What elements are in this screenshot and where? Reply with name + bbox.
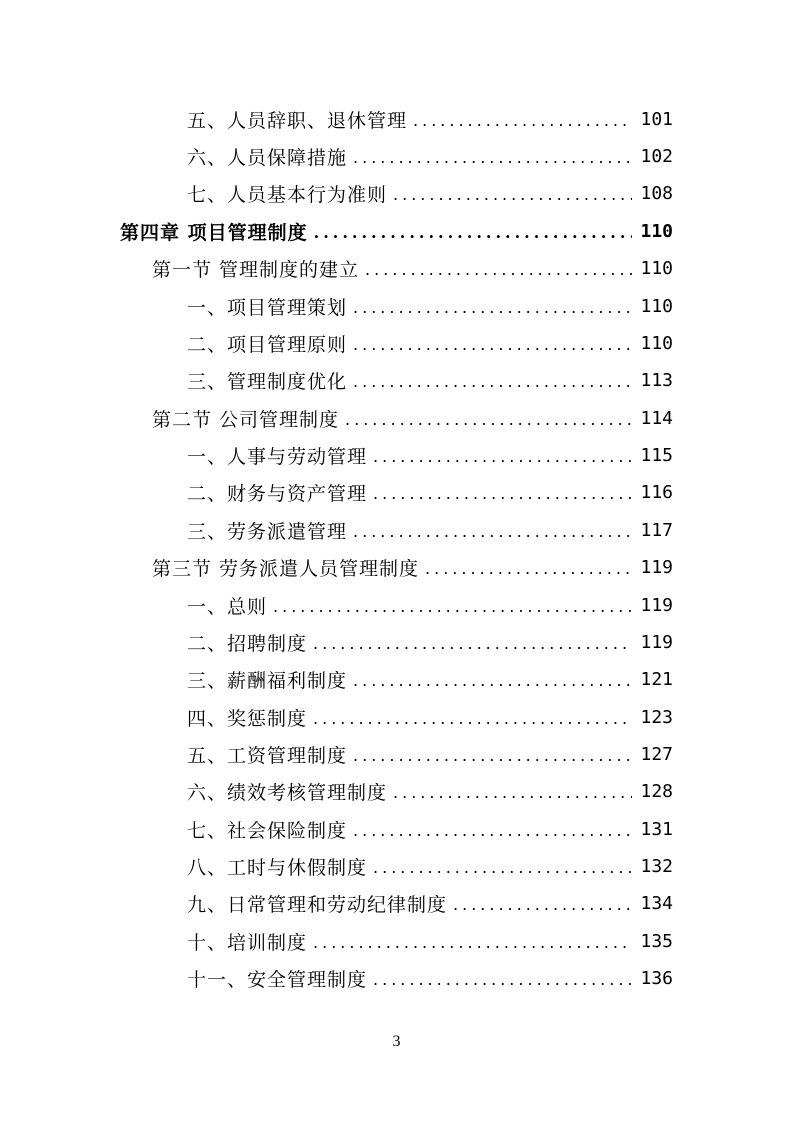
toc-entry-page: 123 (640, 706, 673, 728)
toc-entry-title: 三、管理制度优化 (187, 370, 348, 393)
toc-entry-page: 110 (640, 332, 673, 354)
toc-entry[interactable] (187, 178, 673, 208)
toc-section-entry[interactable] (152, 253, 673, 283)
toc-entry-title: 六、绩效考核管理制度 (187, 781, 388, 804)
toc-chapter-page: 110 (640, 220, 673, 242)
toc-entry-page: 108 (640, 182, 673, 204)
toc-entry-title: 十、培训制度 (187, 931, 308, 954)
toc-entry-page: 136 (640, 967, 673, 989)
toc-entry[interactable] (187, 776, 673, 806)
toc-entry-page: 102 (640, 145, 673, 167)
toc-section-title: 第一节 管理制度的建立 (152, 258, 360, 281)
toc-entry-title: 五、人员辞职、退休管理 (187, 109, 408, 132)
toc-leader-dots (314, 223, 633, 242)
toc-entry[interactable] (187, 365, 673, 395)
toc-entry[interactable] (187, 627, 673, 657)
toc-entry-page: 134 (640, 892, 673, 914)
toc-entry-title: 三、劳务派遣管理 (187, 520, 348, 543)
toc-entry-page: 116 (640, 481, 673, 503)
toc-entry-page: 127 (640, 743, 673, 765)
toc-entry-title: 二、项目管理原则 (187, 333, 348, 356)
toc-entry[interactable] (187, 702, 673, 732)
toc-leader-dots (453, 895, 632, 914)
toc-entry-page: 132 (640, 855, 673, 877)
toc-entry-title: 二、财务与资产管理 (187, 482, 368, 505)
toc-entry-title: 八、工时与休假制度 (187, 856, 368, 879)
toc-leader-dots (373, 970, 632, 989)
toc-entry-title: 七、社会保险制度 (187, 819, 348, 842)
toc-section-entry[interactable] (152, 403, 673, 433)
toc-entry-page: 115 (640, 444, 673, 466)
toc-entry-title: 六、人员保障措施 (187, 146, 348, 169)
toc-leader-dots (353, 821, 632, 840)
toc-entry-title: 十一、安全管理制度 (187, 968, 368, 991)
toc-leader-dots (393, 783, 632, 802)
toc-entry-title: 二、招聘制度 (187, 632, 308, 655)
toc-entry-page: 113 (640, 369, 673, 391)
toc-section-page: 119 (640, 556, 673, 578)
toc-entry-page: 119 (640, 594, 673, 616)
page-number: 3 (392, 1033, 401, 1050)
toc-chapter-entry[interactable] (120, 216, 673, 246)
toc-section-page: 110 (640, 257, 673, 279)
toc-entry-page: 110 (640, 295, 673, 317)
toc-leader-dots (313, 634, 632, 653)
toc-entry-page: 117 (640, 519, 673, 541)
toc-leader-dots (313, 709, 632, 728)
toc-entry[interactable] (187, 963, 673, 993)
toc-entry[interactable] (187, 104, 673, 134)
toc-leader-dots (393, 185, 632, 204)
toc-entry-page: 101 (640, 108, 673, 130)
toc-entry[interactable] (187, 888, 673, 918)
toc-entry[interactable] (187, 328, 673, 358)
toc-entry-page: 119 (640, 631, 673, 653)
toc-section-title: 第二节 公司管理制度 (152, 408, 340, 431)
toc-entry-page: 135 (640, 930, 673, 952)
toc-entry-title: 五、工资管理制度 (187, 744, 348, 767)
toc-leader-dots (373, 484, 632, 503)
toc-entry-title: 一、总则 (187, 595, 268, 618)
toc-section-entry[interactable] (152, 552, 673, 582)
toc-leader-dots (353, 522, 632, 541)
toc-leader-dots (425, 559, 632, 578)
toc-entry-title: 一、项目管理策划 (187, 296, 348, 319)
toc-entry[interactable] (187, 590, 673, 620)
toc-leader-dots (373, 858, 632, 877)
toc-leader-dots (353, 335, 632, 354)
toc-entry[interactable] (187, 291, 673, 321)
toc-entry[interactable] (187, 440, 673, 470)
toc-entry[interactable] (187, 477, 673, 507)
toc-entry[interactable] (187, 515, 673, 545)
toc-leader-dots (313, 933, 632, 952)
toc-entry-title: 三、薪酬福利制度 (187, 669, 348, 692)
toc-entry-title: 七、人员基本行为准则 (187, 183, 388, 206)
toc-section-title: 第三节 劳务派遣人员管理制度 (152, 557, 420, 580)
toc-entry[interactable] (187, 141, 673, 171)
toc-leader-dots (413, 111, 632, 130)
toc-section-page: 114 (640, 407, 673, 429)
toc-leader-dots (353, 298, 632, 317)
toc-leader-dots (353, 148, 632, 167)
toc-entry[interactable] (187, 926, 673, 956)
toc-entry[interactable] (187, 664, 673, 694)
toc-entry[interactable] (187, 814, 673, 844)
toc-leader-dots (273, 597, 632, 616)
toc-entry-page: 131 (640, 818, 673, 840)
toc-entry[interactable] (187, 739, 673, 769)
toc-entry-page: 121 (640, 668, 673, 690)
toc-entry-title: 九、日常管理和劳动纪律制度 (187, 893, 448, 916)
toc-chapter-title: 第四章 项目管理制度 (120, 221, 308, 244)
toc-entry-title: 一、人事与劳动管理 (187, 445, 368, 468)
toc-leader-dots (373, 447, 632, 466)
toc-leader-dots (345, 410, 632, 429)
toc-leader-dots (353, 671, 632, 690)
toc-leader-dots (353, 746, 632, 765)
toc-leader-dots (353, 372, 632, 391)
toc-leader-dots (365, 260, 632, 279)
toc-entry[interactable] (187, 851, 673, 881)
toc-entry-page: 128 (640, 780, 673, 802)
toc-entry-title: 四、奖惩制度 (187, 707, 308, 730)
